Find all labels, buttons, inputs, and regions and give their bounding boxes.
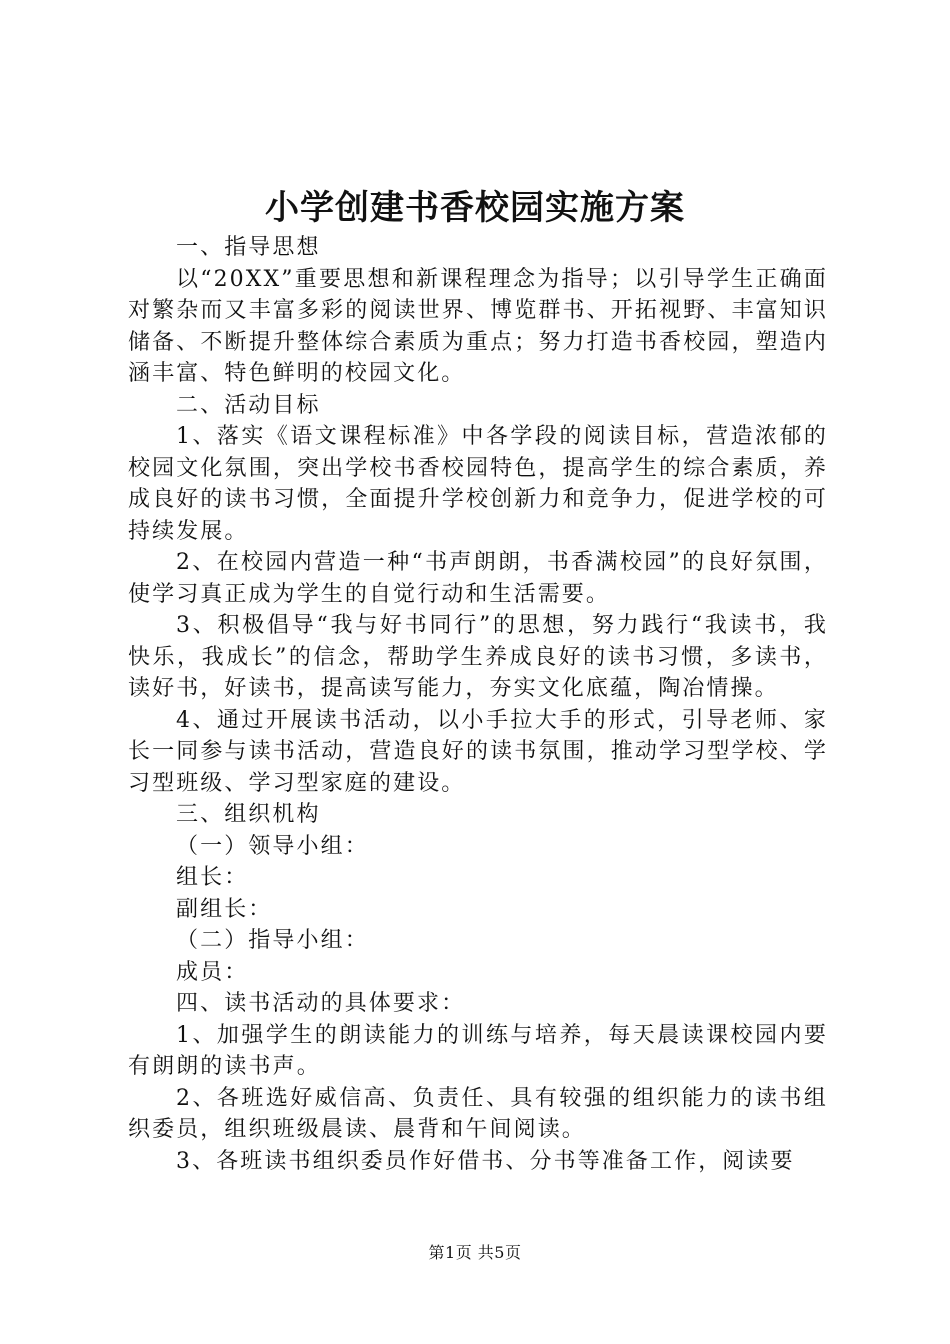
section-heading-guiding-ideology: 一、指导思想 bbox=[176, 235, 321, 260]
paragraph-requirement-2: 2、各班选好威信高、负责任、具有较强的组织能力的读书组织委员，组织班级晨读、晨背和午间阅读。 bbox=[128, 1085, 828, 1142]
section-heading-organization: 三、组织机构 bbox=[176, 802, 321, 827]
paragraph-goal-2: 2、在校园内营造一种“书声朗朗，书香满校园”的良好氛围，使学习真正成为学生的自觉行动和生活需要。 bbox=[128, 550, 828, 607]
document-body bbox=[128, 232, 828, 1177]
line-deputy-leader: 副组长： bbox=[176, 896, 273, 922]
paragraph-guiding-ideology: 以“20XX”重要思想和新课程理念为指导；以引导学生正确面对繁杂而又丰富多彩的阅读世界、博览群书、开拓视野、丰富知识储备、不断提升整体综合素质为重点；努力打造书香校园，塑造内涵丰富、特色鲜明的校园文化。 bbox=[128, 266, 828, 386]
section-heading-activity-goals: 二、活动目标 bbox=[176, 392, 321, 418]
line-members: 成员： bbox=[176, 959, 249, 985]
page-footer: 第1页 共5页 bbox=[428, 1243, 522, 1262]
paragraph-requirement-1: 1、加强学生的朗读能力的训练与培养，每天晨读课校园内要有朗朗的读书声。 bbox=[128, 1022, 828, 1079]
line-group-leader: 组长： bbox=[176, 865, 249, 890]
paragraph-goal-1: 1、落实《语文课程标准》中各学段的阅读目标，营造浓郁的校园文化氛围，突出学校书香校园特色，提高学生的综合素质，养成良好的读书习惯，全面提升学校创新力和竞争力，促进学校的可持续发展。 bbox=[128, 424, 828, 544]
section-heading-requirements: 四、读书活动的具体要求： bbox=[176, 991, 466, 1016]
subheading-leadership-group: （一）领导小组： bbox=[176, 833, 369, 859]
paragraph-goal-3: 3、积极倡导“我与好书同行”的思想，努力践行“我读书，我快乐，我成长”的信念，帮助学生养成良好的读书习惯，多读书，读好书，好读书，提高读写能力，夯实文化底蕴，陶冶情操。 bbox=[128, 613, 828, 701]
paragraph-requirement-3: 3、各班读书组织委员作好借书、分书等准备工作，阅读要 bbox=[176, 1148, 795, 1174]
document-title: 小学创建书香校园实施方案 bbox=[265, 188, 685, 228]
paragraph-goal-4: 4、通过开展读书活动，以小手拉大手的形式，引导老师、家长一同参与读书活动，营造良好的读书氛围，推动学习型学校、学习型班级、学习型家庭的建设。 bbox=[128, 707, 828, 796]
subheading-guidance-group: （二）指导小组： bbox=[176, 928, 369, 953]
